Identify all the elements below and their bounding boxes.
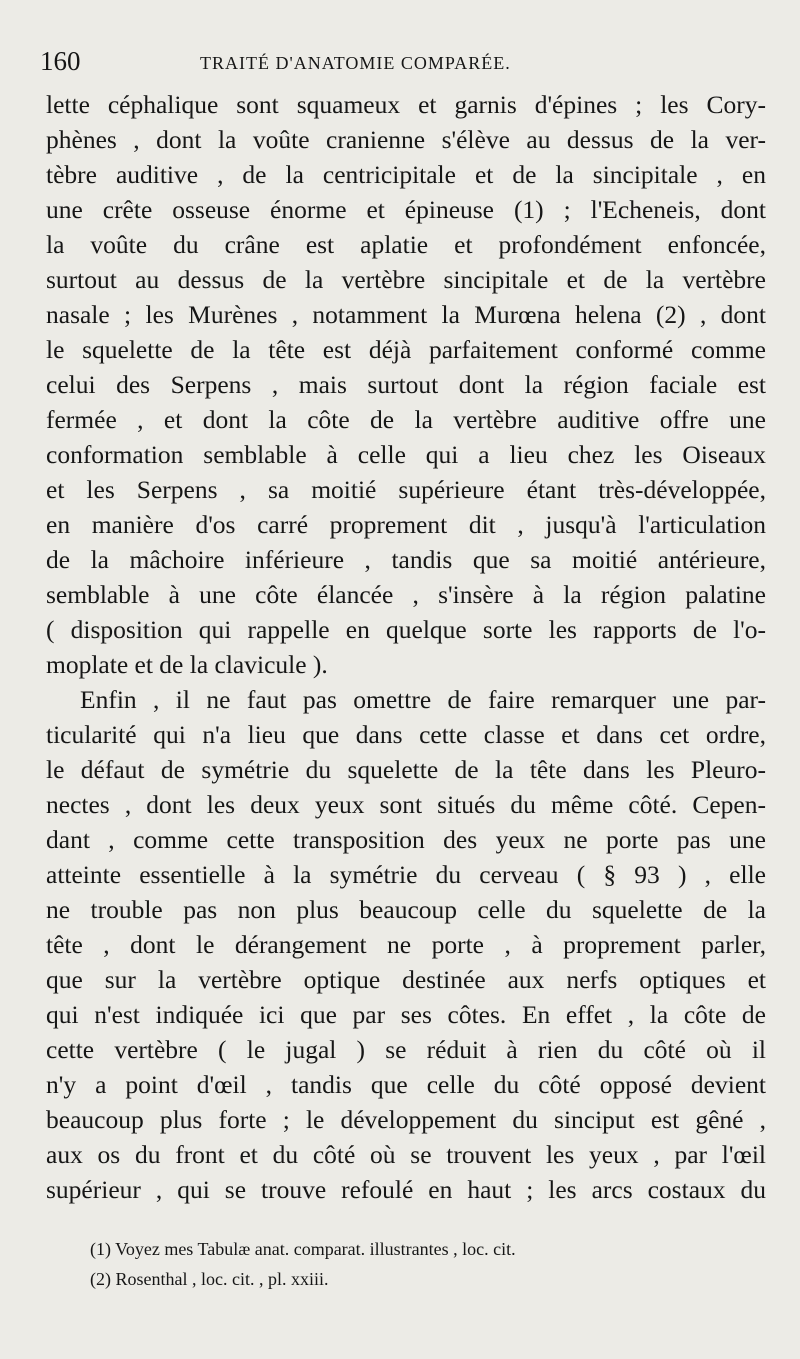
footnote-1: (1) Voyez mes Tabulæ anat. comparat. illustrantes , loc. cit. bbox=[90, 1239, 516, 1259]
text-line: qui n'est indiquée ici que par ses côtes. En effet , la côte de bbox=[46, 1000, 766, 1029]
text-line: de la mâchoire inférieure , tandis que sa moitié antérieure, bbox=[46, 545, 766, 574]
text-line: semblable à une côte élancée , s'insère à la région palatine bbox=[46, 580, 766, 609]
text-line: la voûte du crâne est aplatie et profondément enfoncée, bbox=[46, 230, 766, 259]
text-line: que sur la vertèbre optique destinée aux nerfs optiques et bbox=[46, 965, 766, 994]
text-line: n'y a point d'œil , tandis que celle du côté opposé devient bbox=[46, 1070, 766, 1099]
text-line: tèbre auditive , de la centricipitale et de la sincipitale , en bbox=[46, 160, 766, 189]
running-head: TRAITÉ D'ANATOMIE COMPARÉE. bbox=[200, 53, 511, 73]
paragraph-start-line: Enfin , il ne faut pas omettre de faire remarquer une par- bbox=[80, 685, 766, 714]
text-line: ne trouble pas non plus beaucoup celle du squelette de la bbox=[46, 895, 766, 924]
text-line: dant , comme cette transposition des yeux ne porte pas une bbox=[46, 825, 766, 854]
paragraph-end-line: moplate et de la clavicule ). bbox=[46, 650, 328, 679]
page-number: 160 bbox=[40, 46, 81, 76]
footnote-2: (2) Rosenthal , loc. cit. , pl. xxiii. bbox=[90, 1269, 329, 1289]
text-line: le défaut de symétrie du squelette de la tête dans les Pleuro- bbox=[46, 755, 766, 784]
text-line: tête , dont le dérangement ne porte , à proprement parler, bbox=[46, 930, 766, 959]
text-line: conformation semblable à celle qui a lieu chez les Oiseaux bbox=[46, 440, 766, 469]
text-line: supérieur , qui se trouve refoulé en haut ; les arcs costaux du bbox=[46, 1175, 766, 1204]
text-line: lette céphalique sont squameux et garnis d'épines ; les Cory- bbox=[46, 90, 766, 119]
text-line: et les Serpens , sa moitié supérieure étant très-développée, bbox=[46, 475, 766, 504]
text-line: une crête osseuse énorme et épineuse (1) ; l'Echeneis, dont bbox=[46, 195, 766, 224]
text-line: surtout au dessus de la vertèbre sincipitale et de la vertèbre bbox=[46, 265, 766, 294]
text-line: ticularité qui n'a lieu que dans cette classe et dans cet ordre, bbox=[46, 720, 766, 749]
text-line: en manière d'os carré proprement dit , jusqu'à l'articulation bbox=[46, 510, 766, 539]
text-line: ( disposition qui rappelle en quelque sorte les rapports de l'o- bbox=[46, 615, 766, 644]
text-line: phènes , dont la voûte cranienne s'élève au dessus de la ver- bbox=[46, 125, 766, 154]
text-line: atteinte essentielle à la symétrie du cerveau ( § 93 ) , elle bbox=[46, 860, 766, 889]
text-line: beaucoup plus forte ; le développement du sinciput est gêné , bbox=[46, 1105, 766, 1134]
text-line: le squelette de la tête est déjà parfaitement conformé comme bbox=[46, 335, 766, 364]
text-line: nectes , dont les deux yeux sont situés du même côté. Cepen- bbox=[46, 790, 766, 819]
text-line: nasale ; les Murènes , notamment la Murœna helena (2) , dont bbox=[46, 300, 766, 329]
text-line: fermée , et dont la côte de la vertèbre auditive offre une bbox=[46, 405, 766, 434]
text-line: aux os du front et du côté où se trouvent les yeux , par l'œil bbox=[46, 1140, 766, 1169]
text-line: celui des Serpens , mais surtout dont la région faciale est bbox=[46, 370, 766, 399]
text-line: cette vertèbre ( le jugal ) se réduit à rien du côté où il bbox=[46, 1035, 766, 1064]
